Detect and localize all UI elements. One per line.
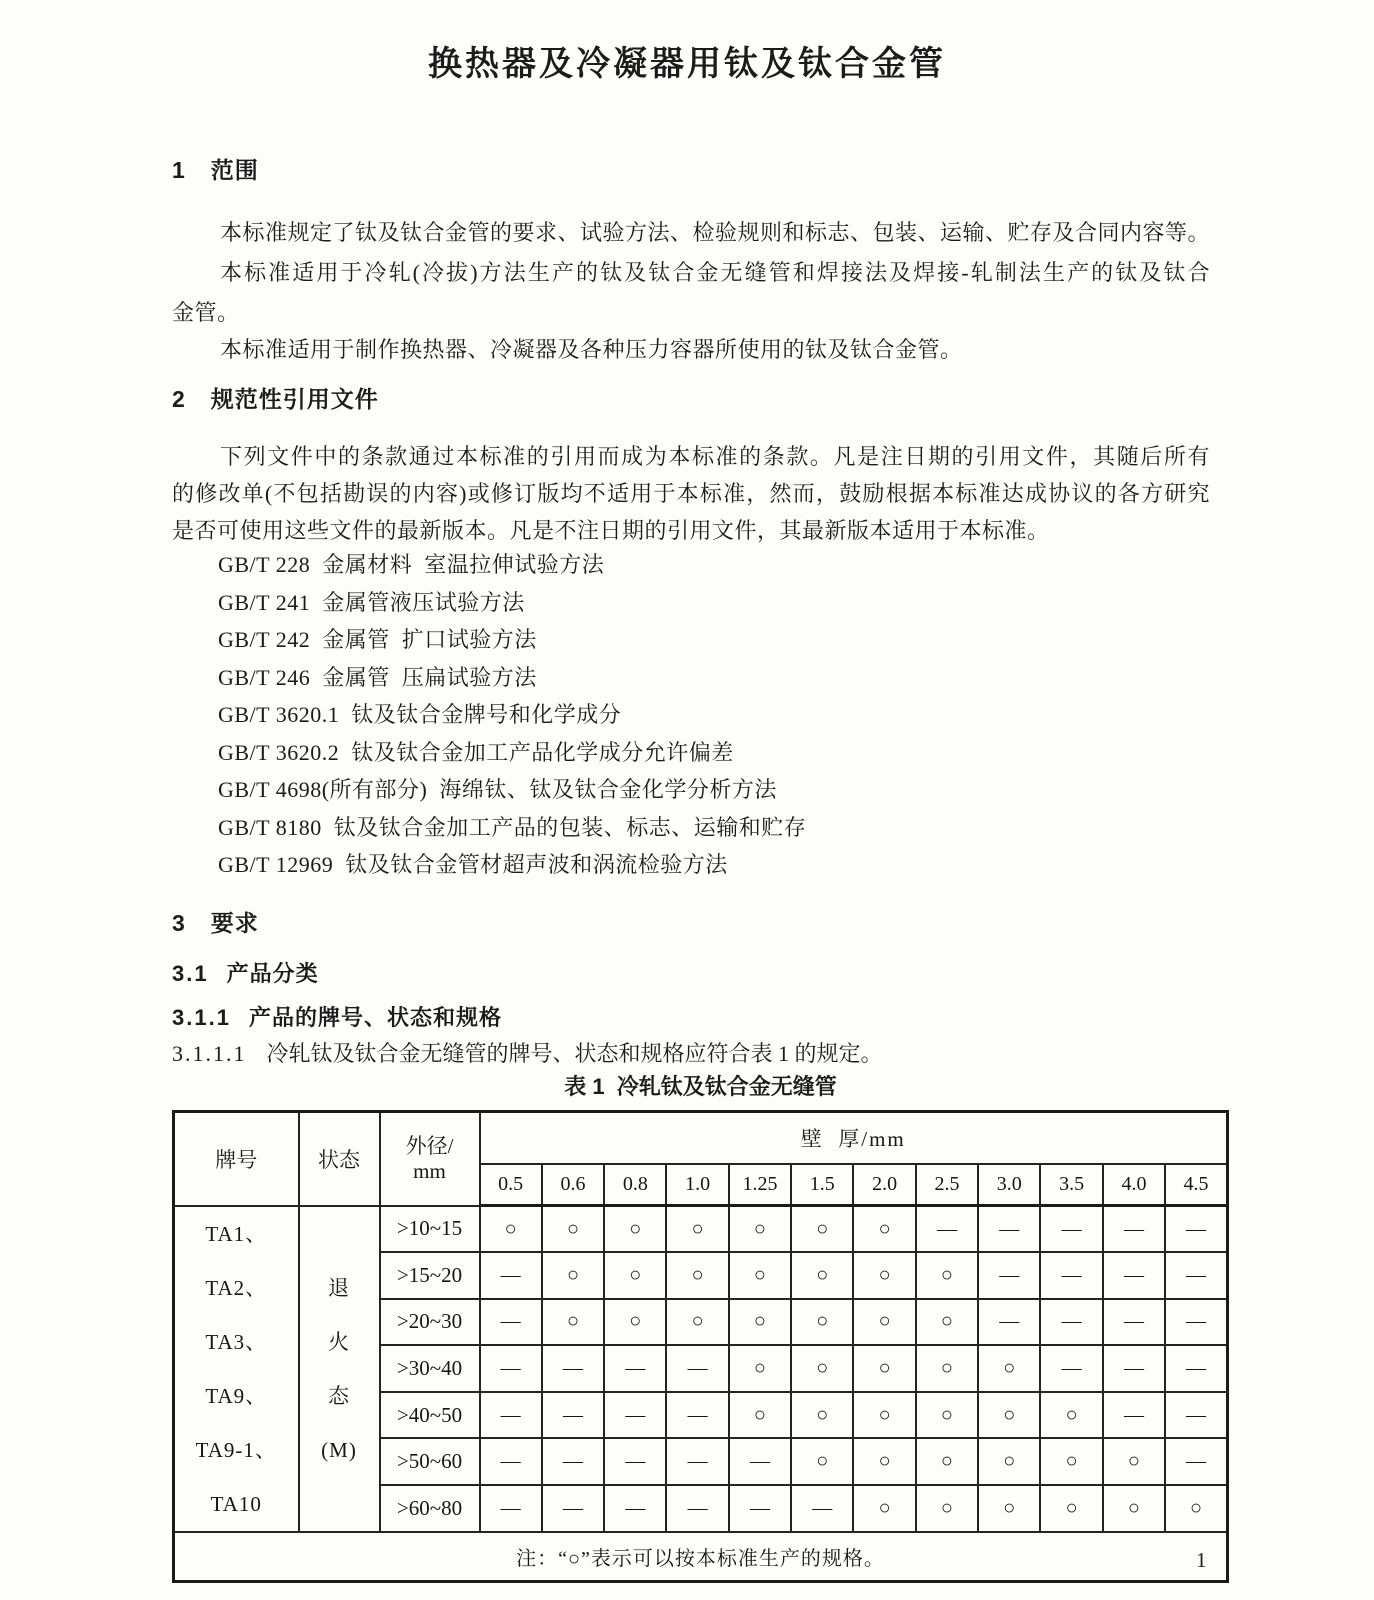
availability-mark: — xyxy=(604,1485,666,1532)
availability-mark: — xyxy=(916,1206,978,1253)
availability-mark: ○ xyxy=(604,1252,666,1299)
section-2-heading xyxy=(172,381,379,414)
availability-mark: ○ xyxy=(480,1206,542,1253)
availability-mark: — xyxy=(666,1438,728,1485)
availability-mark: ○ xyxy=(916,1438,978,1485)
thickness-header: 0.6 xyxy=(542,1164,604,1206)
availability-mark: ○ xyxy=(791,1345,853,1392)
brand-line: TA10 xyxy=(210,1491,262,1516)
section-3-title: 要求 xyxy=(210,910,259,936)
availability-mark: ○ xyxy=(666,1252,728,1299)
section-1-paragraph-2-line-2: 金管。 xyxy=(172,300,240,325)
availability-mark: — xyxy=(1165,1252,1227,1299)
reference-item: GB/T 3620.1 钛及钛合金牌号和化学成分 xyxy=(218,702,622,727)
availability-mark: ○ xyxy=(729,1392,791,1439)
availability-mark: — xyxy=(480,1252,542,1299)
od-range-cell: >15~20 xyxy=(380,1252,480,1299)
availability-mark: ○ xyxy=(978,1438,1040,1485)
availability-mark: ○ xyxy=(666,1206,728,1253)
availability-mark: — xyxy=(480,1438,542,1485)
availability-mark: — xyxy=(1165,1438,1227,1485)
thickness-header: 1.5 xyxy=(791,1164,853,1206)
reference-item: GB/T 12969 钛及钛合金管材超声波和涡流检验方法 xyxy=(218,852,728,877)
availability-mark: ○ xyxy=(1165,1485,1227,1532)
od-range-cell: >20~30 xyxy=(380,1299,480,1346)
availability-mark: ○ xyxy=(978,1392,1040,1439)
reference-item: GB/T 246 金属管 压扁试验方法 xyxy=(218,664,537,690)
reference-item: GB/T 228 金属材料 室温拉伸试验方法 xyxy=(218,552,605,577)
section-1-paragraph-1: 本标准规定了钛及钛合金管的要求、试验方法、检验规则和标志、包装、运输、贮存及合同内容等。 xyxy=(220,220,1211,245)
availability-mark: ○ xyxy=(791,1206,853,1253)
od-header-line-1: 外径/ xyxy=(405,1133,454,1158)
section-3-1-heading xyxy=(172,957,319,988)
availability-mark: ○ xyxy=(1040,1485,1102,1532)
od-range-cell: >10~15 xyxy=(380,1206,480,1253)
availability-mark: — xyxy=(978,1252,1040,1299)
section-2-title: 规范性引用文件 xyxy=(210,386,379,412)
state-cell xyxy=(299,1206,380,1532)
column-header-brand: 牌号 xyxy=(174,1112,299,1206)
availability-mark: — xyxy=(1165,1206,1227,1253)
thickness-header: 4.5 xyxy=(1165,1164,1227,1206)
availability-mark: — xyxy=(542,1345,604,1392)
availability-mark: ○ xyxy=(604,1299,666,1346)
page-number: 1 xyxy=(1196,1548,1207,1572)
section-1-title: 范围 xyxy=(210,157,259,183)
brand-line: TA9-1、 xyxy=(195,1437,277,1462)
brand-line: TA3、TA9、 xyxy=(205,1329,268,1408)
availability-mark: ○ xyxy=(729,1206,791,1253)
table-header-row-1 xyxy=(174,1112,1228,1164)
section-3-heading xyxy=(172,905,259,938)
availability-mark: — xyxy=(604,1345,666,1392)
availability-mark: ○ xyxy=(542,1206,604,1253)
availability-mark: — xyxy=(791,1485,853,1532)
section-3-1-1-heading xyxy=(172,1001,502,1032)
page-title: 换热器及冷凝器用钛及钛合金管 xyxy=(428,45,946,83)
availability-mark: — xyxy=(480,1345,542,1392)
reference-item: GB/T 8180 钛及钛合金加工产品的包装、标志、运输和贮存 xyxy=(218,814,807,840)
spec-table xyxy=(172,1110,1229,1583)
availability-mark: — xyxy=(1165,1392,1227,1439)
reference-item: GB/T 242 金属管 扩口试验方法 xyxy=(218,627,537,652)
od-range-cell: >40~50 xyxy=(380,1392,480,1439)
availability-mark: — xyxy=(666,1345,728,1392)
availability-mark: ○ xyxy=(542,1252,604,1299)
thickness-header: 3.0 xyxy=(978,1164,1040,1206)
clause-3-1-1-1-text: 冷轧钛及钛合金无缝管的牌号、状态和规格应符合表 1 的规定。 xyxy=(266,1041,883,1066)
availability-mark: — xyxy=(1040,1206,1102,1253)
availability-mark: ○ xyxy=(791,1252,853,1299)
availability-mark: — xyxy=(1103,1345,1165,1392)
availability-mark: — xyxy=(729,1438,791,1485)
availability-mark: — xyxy=(542,1438,604,1485)
section-3-number: 3 xyxy=(172,910,187,936)
availability-mark: — xyxy=(480,1485,542,1532)
availability-mark: ○ xyxy=(916,1485,978,1532)
availability-mark: — xyxy=(542,1485,604,1532)
availability-mark: — xyxy=(666,1485,728,1532)
reference-list xyxy=(172,546,1210,884)
column-header-state: 状态 xyxy=(299,1112,380,1206)
reference-item: GB/T 4698(所有部分) 海绵钛、钛及钛合金化学分析方法 xyxy=(218,777,777,802)
availability-mark: — xyxy=(1103,1206,1165,1253)
od-header-line-2: mm xyxy=(413,1158,446,1183)
availability-mark: ○ xyxy=(916,1299,978,1346)
availability-mark: ○ xyxy=(853,1206,915,1253)
availability-mark: ○ xyxy=(916,1392,978,1439)
availability-mark: — xyxy=(729,1485,791,1532)
table-caption: 表 1 冷轧钛及钛合金无缝管 xyxy=(564,1074,837,1099)
availability-mark: ○ xyxy=(791,1392,853,1439)
availability-mark: — xyxy=(978,1206,1040,1253)
availability-mark: ○ xyxy=(1103,1485,1165,1532)
thickness-header: 3.5 xyxy=(1040,1164,1102,1206)
availability-mark: ○ xyxy=(916,1345,978,1392)
availability-mark: ○ xyxy=(978,1345,1040,1392)
availability-mark: — xyxy=(1040,1345,1102,1392)
availability-mark: ○ xyxy=(542,1299,604,1346)
availability-mark: — xyxy=(1165,1299,1227,1346)
column-header-wall-thickness: 壁 厚/mm xyxy=(480,1112,1228,1164)
availability-mark: — xyxy=(666,1392,728,1439)
brand-line: TA1、TA2、 xyxy=(205,1221,268,1300)
section-1-heading xyxy=(172,152,259,185)
od-range-cell: >50~60 xyxy=(380,1438,480,1485)
section-1-number: 1 xyxy=(172,157,187,183)
section-3-1-1-title: 产品的牌号、状态和规格 xyxy=(248,1005,502,1030)
section-2-intro-line-2: 的修改单(不包括勘误的内容)或修订版均不适用于本标准，然而，鼓励根据本标准达成协议的各方研究 xyxy=(172,481,1210,506)
availability-mark: — xyxy=(1040,1299,1102,1346)
section-3-1-title: 产品分类 xyxy=(226,961,319,986)
state-line: (M) xyxy=(321,1437,357,1462)
availability-mark: ○ xyxy=(853,1299,915,1346)
state-line: 退 xyxy=(328,1275,350,1300)
availability-mark: ○ xyxy=(853,1438,915,1485)
section-2-number: 2 xyxy=(172,386,187,412)
thickness-header: 1.25 xyxy=(729,1164,791,1206)
od-range-cell: >30~40 xyxy=(380,1345,480,1392)
state-line: 火 xyxy=(328,1329,350,1354)
section-1-paragraph-2-line-1: 本标准适用于冷轧(冷拔)方法生产的钛及钛合金无缝管和焊接法及焊接-轧制法生产的钛及钛合 xyxy=(220,260,1210,285)
clause-3-1-1-1 xyxy=(172,1037,1210,1068)
availability-mark: ○ xyxy=(853,1392,915,1439)
availability-mark: ○ xyxy=(604,1206,666,1253)
table-note: 注：“○”表示可以按本标准生产的规格。 xyxy=(174,1532,1228,1582)
availability-mark: ○ xyxy=(791,1438,853,1485)
section-2-intro-line-3: 是否可使用这些文件的最新版本。凡是不注日期的引用文件，其最新版本适用于本标准。 xyxy=(172,518,1050,543)
availability-mark: — xyxy=(1103,1299,1165,1346)
clause-3-1-1-1-number: 3.1.1.1 xyxy=(172,1041,247,1066)
reference-item: GB/T 241 金属管液压试验方法 xyxy=(218,589,525,615)
availability-mark: — xyxy=(1103,1392,1165,1439)
thickness-header: 1.0 xyxy=(666,1164,728,1206)
thickness-header: 0.5 xyxy=(480,1164,542,1206)
availability-mark: — xyxy=(604,1392,666,1439)
availability-mark: — xyxy=(542,1392,604,1439)
thickness-header: 0.8 xyxy=(604,1164,666,1206)
thickness-header: 4.0 xyxy=(1103,1164,1165,1206)
availability-mark: — xyxy=(480,1392,542,1439)
availability-mark: ○ xyxy=(978,1485,1040,1532)
availability-mark: ○ xyxy=(729,1252,791,1299)
availability-mark: ○ xyxy=(1103,1438,1165,1485)
availability-mark: ○ xyxy=(916,1252,978,1299)
availability-mark: ○ xyxy=(729,1345,791,1392)
availability-mark: ○ xyxy=(853,1252,915,1299)
section-1-paragraph-3: 本标准适用于制作换热器、冷凝器及各种压力容器所使用的钛及钛合金管。 xyxy=(220,337,963,362)
state-line: 态 xyxy=(328,1383,350,1408)
availability-mark: ○ xyxy=(853,1485,915,1532)
availability-mark: ○ xyxy=(1040,1392,1102,1439)
reference-item: GB/T 3620.2 钛及钛合金加工产品化学成分允许偏差 xyxy=(218,739,734,765)
table-row xyxy=(174,1206,1228,1253)
availability-mark: ○ xyxy=(853,1345,915,1392)
section-2-intro-line-1: 下列文件中的条款通过本标准的引用而成为本标准的条款。凡是注日期的引用文件，其随后所有 xyxy=(220,444,1210,469)
availability-mark: — xyxy=(978,1299,1040,1346)
brand-cell xyxy=(174,1206,299,1532)
availability-mark: ○ xyxy=(1040,1438,1102,1485)
section-3-1-number: 3.1 xyxy=(172,961,209,986)
thickness-header: 2.0 xyxy=(853,1164,915,1206)
availability-mark: — xyxy=(1165,1345,1227,1392)
availability-mark: — xyxy=(1103,1252,1165,1299)
column-header-outer-diameter xyxy=(380,1112,480,1206)
availability-mark: ○ xyxy=(729,1299,791,1346)
table-note-row xyxy=(174,1532,1228,1582)
availability-mark: ○ xyxy=(666,1299,728,1346)
availability-mark: ○ xyxy=(791,1299,853,1346)
thickness-header: 2.5 xyxy=(916,1164,978,1206)
od-range-cell: >60~80 xyxy=(380,1485,480,1532)
availability-mark: — xyxy=(480,1299,542,1346)
availability-mark: — xyxy=(1040,1252,1102,1299)
section-3-1-1-number: 3.1.1 xyxy=(172,1005,231,1030)
availability-mark: — xyxy=(604,1438,666,1485)
